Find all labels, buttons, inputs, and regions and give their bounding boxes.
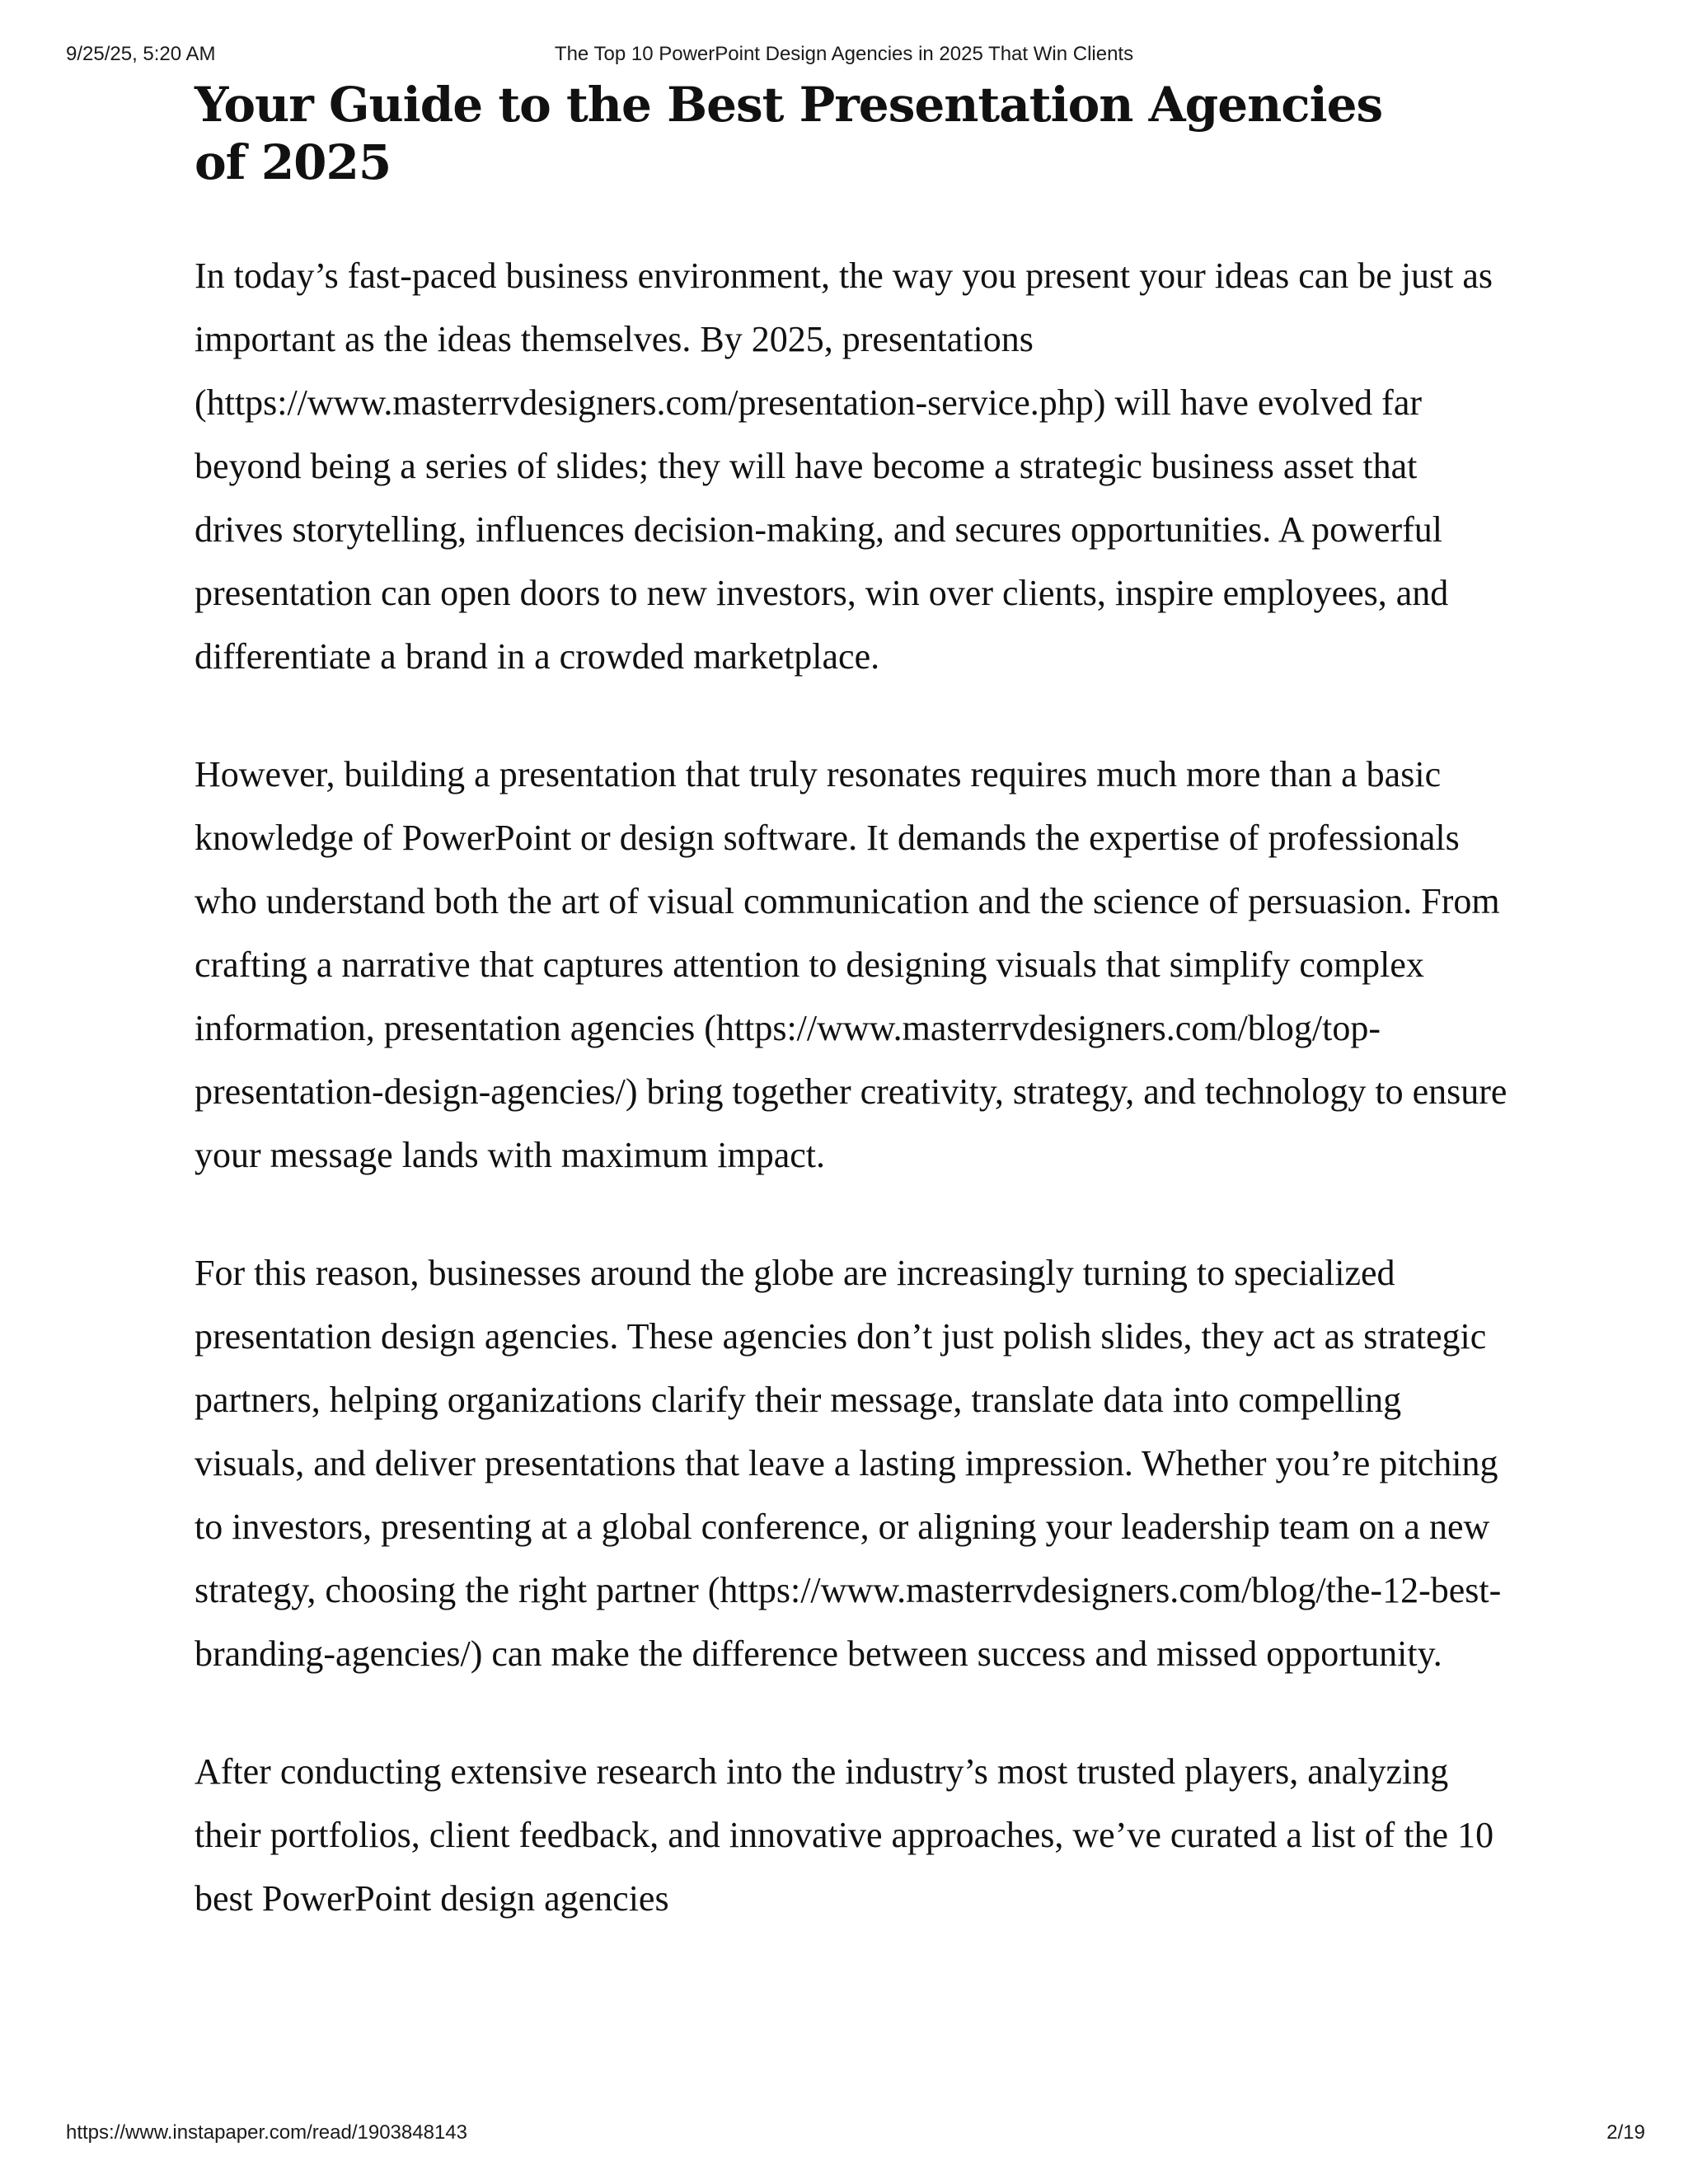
print-source-url: https://www.instapaper.com/read/1903848143 [66,2121,467,2144]
article-title: Your Guide to the Best Presentation Agencies of 2025 [195,77,1383,190]
article-paragraph: After conducting extensive research into the industry’s most trusted players, analyzing their portfolios, client feedback, and innovative approaches, we’ve curated a list of the 10 best PowerPoint design agencies [195,1751,1494,1919]
article-paragraph: In today’s fast-paced business environment, the way you present your ideas can be just as important as the ideas themselves. By 2025, presentations (https://www.masterrvdesigners.com/presentation-service.php) will have evolved far beyond being a series of slides; they will have become a strategic business asset that drives storytelling, influences decision-making, and secures opportunities. A powerful presentation can open doors to new investors, win over clients, inspire employees, and differentiate a brand in a crowded marketplace. [195,255,1493,677]
print-header [0,43,1688,76]
print-page-number: 2/19 [1606,2121,1645,2144]
print-footer [0,2121,1688,2154]
print-page-title: The Top 10 PowerPoint Design Agencies in 2025 That Win Clients [554,43,1134,65]
article-body [195,76,1513,1930]
article-paragraph: However, building a presentation that truly resonates requires much more than a basic knowledge of PowerPoint or design software. It demands the expertise of professionals who understand both the art of visual communication and the science of persuasion. From crafting a narrative that captures attention to designing visuals that simplify complex information, presentation agencies (https://www.masterrvdesigners.com/blog/top-presentation-design-agencies/) bring together creativity, strategy, and technology to ensure your message lands with maximum impact. [195,754,1507,1175]
print-datetime: 9/25/25, 5:20 AM [66,43,216,65]
article-paragraph: For this reason, businesses around the globe are increasingly turning to specialized presentation design agencies. These agencies don’t just polish slides, they act as strategic partners, helping organizations clarify their message, translate data into compelling visuals, and deliver presentations that leave a lasting impression. Whether you’re pitching to investors, presenting at a global conference, or aligning your leadership team on a new strategy, choosing the right partner (https://www.masterrvdesigners.com/blog/the-12-best-branding-agencies/) can make the difference between success and missed opportunity. [195,1253,1502,1674]
